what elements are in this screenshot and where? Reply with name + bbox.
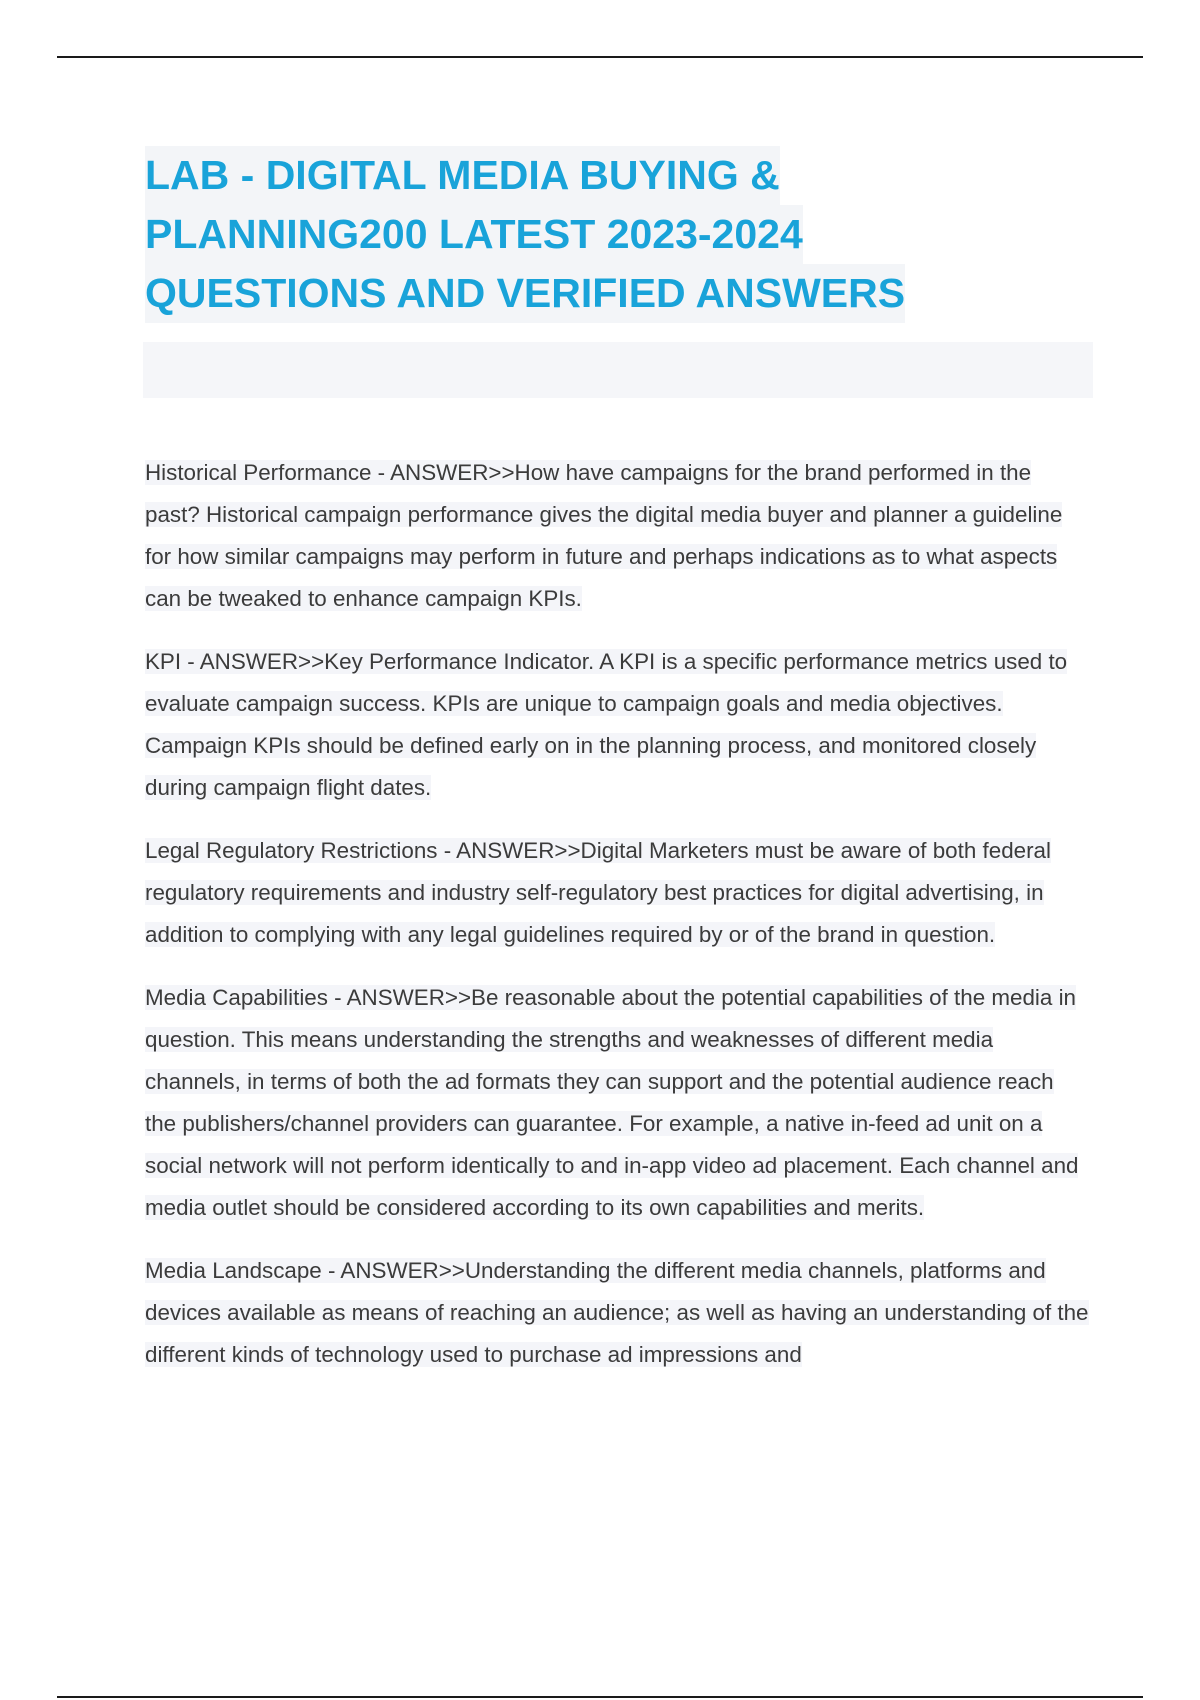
qa-entry-media-capabilities bbox=[145, 977, 1090, 1229]
qa-entry-media-landscape bbox=[145, 1250, 1090, 1376]
qa-entry-text: Media Capabilities - ANSWER>>Be reasonable about the potential capabilities of the media in question. This means understanding the strengths and weaknesses of different media channels, in terms of both the ad formats they can support and the potential audience reach the publishers/channel providers can guarantee. For example, a native in-feed ad unit on a social network will not perform identically to and in-app video ad placement. Each channel and media outlet should be considered according to its own capabilities and merits. bbox=[145, 985, 1079, 1220]
qa-entry-text: Legal Regulatory Restrictions - ANSWER>>Digital Marketers must be aware of both federal regulatory requirements and industry self-regulatory best practices for digital advertising, in addition to complying with any legal guidelines required by or of the brand in question. bbox=[145, 838, 1051, 947]
qa-list bbox=[145, 452, 1090, 1397]
title-line: PLANNING200 LATEST 2023-2024 bbox=[145, 205, 803, 264]
qa-entry-historical-performance bbox=[145, 452, 1090, 620]
qa-entry-legal-regulatory-restrictions bbox=[145, 830, 1090, 956]
top-divider bbox=[57, 56, 1143, 58]
title-line: LAB - DIGITAL MEDIA BUYING & bbox=[145, 146, 780, 205]
qa-entry-kpi bbox=[145, 641, 1090, 809]
bottom-divider bbox=[57, 1696, 1143, 1698]
qa-entry-text: Historical Performance - ANSWER>>How have campaigns for the brand performed in the past? Historical campaign performance gives the digital media buyer and planner a guideline for how similar campaigns may perform in future and perhaps indications as to what aspects can be tweaked to enhance campaign KPIs. bbox=[145, 460, 1063, 611]
title-line: QUESTIONS AND VERIFIED ANSWERS bbox=[145, 264, 905, 323]
qa-entry-text: Media Landscape - ANSWER>>Understanding the different media channels, platforms and devices available as means of reaching an audience; as well as having an understanding of the different kinds of technology used to purchase ad impressions and bbox=[145, 1258, 1089, 1367]
qa-entry-text: KPI - ANSWER>>Key Performance Indicator. A KPI is a specific performance metrics used to evaluate campaign success. KPIs are unique to campaign goals and media objectives. Campaign KPIs should be defined early on in the planning process, and monitored closely during campaign flight dates. bbox=[145, 649, 1068, 800]
document-title bbox=[145, 146, 985, 323]
blank-band bbox=[143, 342, 1093, 398]
